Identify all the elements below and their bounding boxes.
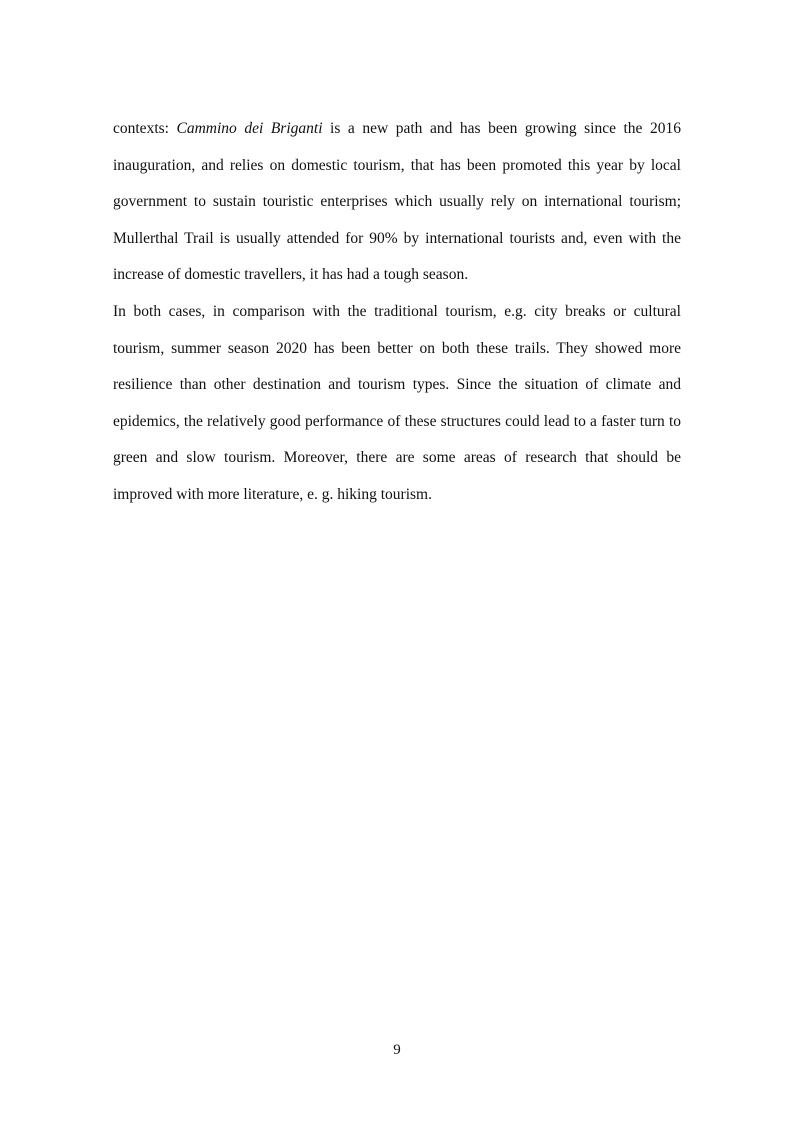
paragraph-2: In both cases, in comparison with the traditional tourism, e.g. city breaks or cultural tourism, summer season 2020 has been better on both these trails. They showed more resilience than other destination and tourism types. Since the situation of climate and epidemics, the relatively good performance of these structures could lead to a faster turn to green and slow tourism. Moreover, there are some areas of research that should be improved with more literature, e. g. hiking tourism. — [113, 302, 681, 503]
page-body — [113, 111, 681, 514]
paragraph-1-lead: contexts: — [113, 120, 177, 137]
paragraph-1 — [113, 111, 681, 294]
page-number: 9 — [393, 1042, 401, 1058]
paragraph-1-rest: is a new path and has been growing since the 2016 inauguration, and relies on domestic tourism, that has been promoted this year by local government to sustain touristic enterprises which usually rely on international tourism; Mullerthal Trail is usually attended for 90% by international tourists and, even with the increase of domestic travellers, it has had a tough season. — [113, 120, 681, 284]
path-name-italic: Cammino dei Briganti — [176, 120, 323, 137]
